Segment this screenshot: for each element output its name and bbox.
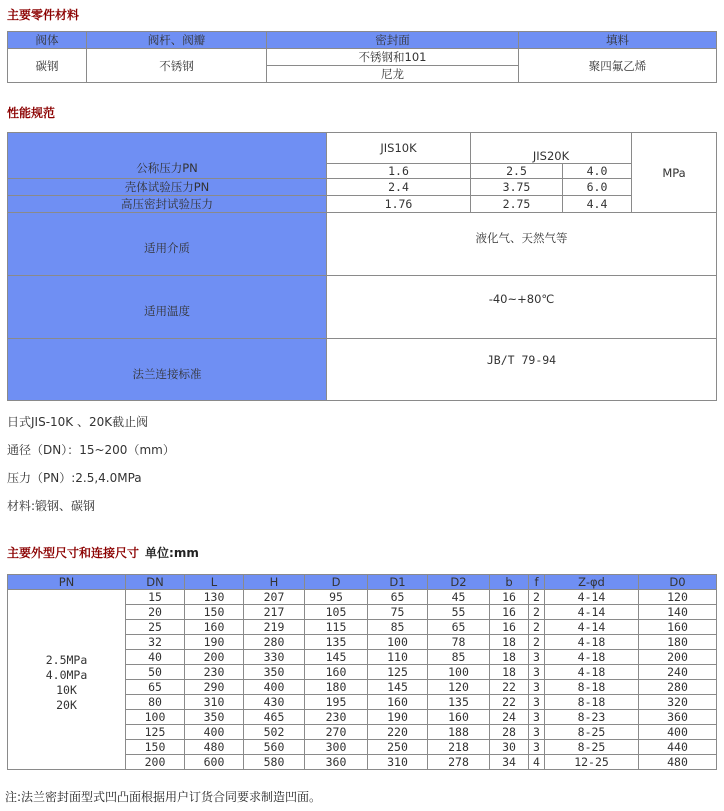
shell-value-10k: 2.4 (327, 179, 471, 196)
flange-standard-value: JB/T 79-94 (327, 339, 717, 401)
performance-title: 性能规范 (7, 106, 56, 120)
cell-b: 18 (490, 665, 529, 680)
dim-header-z-phid: Z-φd (545, 575, 639, 590)
cell-b: 16 (490, 620, 529, 635)
temperature-value: -40~+80℃ (327, 276, 717, 339)
dim-header-d2: D2 (428, 575, 490, 590)
cell-d: 145 (305, 650, 368, 665)
cell-dn: 125 (126, 725, 185, 740)
cell-d: 135 (305, 635, 368, 650)
cell-f: 3 (529, 665, 545, 680)
cell-b: 28 (490, 725, 529, 740)
materials-body-value: 碳钢 (8, 49, 87, 83)
dimensions-note: 注:法兰密封面型式凹凸面根据用户订货合同要求制造凹面。 (5, 790, 322, 804)
materials-table (7, 31, 717, 83)
cell-d1: 250 (368, 740, 428, 755)
cell-d: 105 (305, 605, 368, 620)
cell-b: 30 (490, 740, 529, 755)
cell-d1: 190 (368, 710, 428, 725)
cell-b: 18 (490, 650, 529, 665)
cell-z-phid: 8-18 (545, 695, 639, 710)
materials-header-packing: 填料 (519, 32, 717, 49)
cell-d0: 280 (639, 680, 717, 695)
cell-h: 207 (244, 590, 305, 605)
label-seal-test: 高压密封试验压力 (8, 196, 327, 213)
cell-d: 230 (305, 710, 368, 725)
cell-d2: 100 (428, 665, 490, 680)
cell-b: 18 (490, 635, 529, 650)
cell-d: 95 (305, 590, 368, 605)
cell-f: 2 (529, 590, 545, 605)
dim-header-h: H (244, 575, 305, 590)
dimensions-table (7, 574, 717, 770)
cell-d1: 85 (368, 620, 428, 635)
cell-l: 160 (185, 620, 244, 635)
pressure-unit: MPa (632, 133, 717, 213)
materials-header-body: 阀体 (8, 32, 87, 49)
seal-value-20k-b: 4.4 (563, 196, 632, 213)
cell-d1: 160 (368, 695, 428, 710)
cell-d1: 125 (368, 665, 428, 680)
label-nominal-pressure: 公称压力PN (8, 133, 327, 179)
cell-d0: 360 (639, 710, 717, 725)
cell-f: 4 (529, 755, 545, 770)
dimensions-unit: 单位:mm (145, 546, 199, 560)
dim-header-f: f (529, 575, 545, 590)
cell-dn: 25 (126, 620, 185, 635)
cell-h: 580 (244, 755, 305, 770)
cell-d: 180 (305, 680, 368, 695)
cell-d0: 180 (639, 635, 717, 650)
cell-b: 22 (490, 695, 529, 710)
seal-value-10k: 1.76 (327, 196, 471, 213)
cell-d: 300 (305, 740, 368, 755)
cell-z-phid: 12-25 (545, 755, 639, 770)
materials-packing-value: 聚四氟乙烯 (519, 49, 717, 83)
label-medium: 适用介质 (8, 213, 327, 276)
cell-d: 115 (305, 620, 368, 635)
cell-z-phid: 4-14 (545, 590, 639, 605)
cell-l: 130 (185, 590, 244, 605)
description-line-2: 通径（DN）：15~200（mm） (7, 443, 175, 457)
cell-d2: 85 (428, 650, 490, 665)
cell-z-phid: 8-25 (545, 725, 639, 740)
description-line-1: 日式JIS-10K 、20K截止阀 (7, 415, 149, 429)
cell-dn: 50 (126, 665, 185, 680)
performance-table (7, 132, 717, 401)
pn-value-20k-b: 4.0 (563, 164, 632, 179)
cell-z-phid: 8-23 (545, 710, 639, 725)
cell-z-phid: 4-18 (545, 665, 639, 680)
pn-cell (8, 590, 126, 770)
materials-seal-value-1: 不锈钢和101 (267, 49, 519, 66)
cell-h: 330 (244, 650, 305, 665)
pn-label: 20K (56, 698, 77, 712)
cell-dn: 40 (126, 650, 185, 665)
cell-b: 16 (490, 605, 529, 620)
cell-l: 230 (185, 665, 244, 680)
cell-f: 2 (529, 635, 545, 650)
cell-d2: 45 (428, 590, 490, 605)
pn-value-10k: 1.6 (327, 164, 471, 179)
cell-d1: 65 (368, 590, 428, 605)
cell-dn: 200 (126, 755, 185, 770)
dim-header-d1: D1 (368, 575, 428, 590)
cell-f: 2 (529, 620, 545, 635)
cell-h: 219 (244, 620, 305, 635)
cell-l: 190 (185, 635, 244, 650)
cell-b: 24 (490, 710, 529, 725)
seal-value-20k-a: 2.75 (471, 196, 563, 213)
cell-h: 560 (244, 740, 305, 755)
cell-dn: 32 (126, 635, 185, 650)
cell-d1: 100 (368, 635, 428, 650)
materials-title: 主要零件材料 (7, 8, 80, 22)
jis20k-header: JIS20K (471, 133, 632, 164)
cell-z-phid: 8-25 (545, 740, 639, 755)
cell-d1: 75 (368, 605, 428, 620)
cell-f: 2 (529, 605, 545, 620)
cell-d0: 160 (639, 620, 717, 635)
cell-d2: 160 (428, 710, 490, 725)
cell-d0: 240 (639, 665, 717, 680)
cell-d0: 120 (639, 590, 717, 605)
materials-stem-value: 不锈钢 (87, 49, 267, 83)
pn-label: 2.5MPa (45, 653, 88, 667)
cell-f: 3 (529, 695, 545, 710)
cell-z-phid: 4-18 (545, 650, 639, 665)
cell-h: 502 (244, 725, 305, 740)
cell-b: 34 (490, 755, 529, 770)
cell-d2: 278 (428, 755, 490, 770)
cell-d0: 400 (639, 725, 717, 740)
pn-label: 4.0MPa (45, 668, 88, 682)
cell-b: 22 (490, 680, 529, 695)
cell-d: 160 (305, 665, 368, 680)
cell-f: 3 (529, 740, 545, 755)
cell-dn: 15 (126, 590, 185, 605)
cell-l: 310 (185, 695, 244, 710)
cell-d1: 110 (368, 650, 428, 665)
cell-d1: 310 (368, 755, 428, 770)
label-shell-test: 壳体试验压力PN (8, 179, 327, 196)
label-flange-standard: 法兰连接标准 (8, 339, 327, 401)
cell-z-phid: 4-14 (545, 605, 639, 620)
cell-d2: 135 (428, 695, 490, 710)
cell-d2: 218 (428, 740, 490, 755)
medium-value: 液化气、天然气等 (327, 213, 717, 276)
cell-z-phid: 4-14 (545, 620, 639, 635)
materials-header-stem: 阀杆、阀瓣 (87, 32, 267, 49)
cell-dn: 150 (126, 740, 185, 755)
cell-l: 350 (185, 710, 244, 725)
cell-dn: 20 (126, 605, 185, 620)
pn-value-20k-a: 2.5 (471, 164, 563, 179)
cell-d0: 440 (639, 740, 717, 755)
dim-header-pn: PN (8, 575, 126, 590)
cell-d2: 55 (428, 605, 490, 620)
materials-seal-value-2: 尼龙 (267, 66, 519, 83)
label-temperature: 适用温度 (8, 276, 327, 339)
dim-header-d0: D0 (639, 575, 717, 590)
cell-h: 465 (244, 710, 305, 725)
cell-d0: 200 (639, 650, 717, 665)
shell-value-20k-a: 3.75 (471, 179, 563, 196)
dimensions-title (7, 544, 199, 561)
dim-header-b: b (490, 575, 529, 590)
cell-l: 290 (185, 680, 244, 695)
cell-h: 280 (244, 635, 305, 650)
cell-dn: 100 (126, 710, 185, 725)
cell-b: 16 (490, 590, 529, 605)
description-line-4: 材料:锻钢、碳钢 (7, 499, 96, 513)
cell-d0: 320 (639, 695, 717, 710)
dim-header-dn: DN (126, 575, 185, 590)
cell-dn: 65 (126, 680, 185, 695)
cell-d: 270 (305, 725, 368, 740)
cell-h: 430 (244, 695, 305, 710)
cell-d: 360 (305, 755, 368, 770)
shell-value-20k-b: 6.0 (563, 179, 632, 196)
cell-d0: 480 (639, 755, 717, 770)
dimensions-title-text: 主要外型尺寸和连接尺寸 (7, 546, 140, 560)
cell-f: 3 (529, 710, 545, 725)
table-row (8, 590, 717, 605)
jis10k-header: JIS10K (327, 133, 471, 164)
cell-d1: 145 (368, 680, 428, 695)
cell-dn: 80 (126, 695, 185, 710)
dim-header-d: D (305, 575, 368, 590)
cell-l: 480 (185, 740, 244, 755)
cell-l: 200 (185, 650, 244, 665)
cell-z-phid: 4-18 (545, 635, 639, 650)
materials-header-seal: 密封面 (267, 32, 519, 49)
cell-f: 3 (529, 650, 545, 665)
dim-header-l: L (185, 575, 244, 590)
cell-d0: 140 (639, 605, 717, 620)
cell-l: 150 (185, 605, 244, 620)
cell-l: 400 (185, 725, 244, 740)
cell-z-phid: 8-18 (545, 680, 639, 695)
cell-d2: 65 (428, 620, 490, 635)
cell-l: 600 (185, 755, 244, 770)
cell-d: 195 (305, 695, 368, 710)
cell-h: 350 (244, 665, 305, 680)
cell-f: 3 (529, 680, 545, 695)
description-line-3: 压力（PN）:2.5,4.0MPa (7, 471, 142, 485)
cell-f: 3 (529, 725, 545, 740)
pn-label: 10K (56, 683, 77, 697)
cell-h: 217 (244, 605, 305, 620)
cell-d1: 220 (368, 725, 428, 740)
cell-d2: 78 (428, 635, 490, 650)
cell-h: 400 (244, 680, 305, 695)
cell-d2: 120 (428, 680, 490, 695)
cell-d2: 188 (428, 725, 490, 740)
